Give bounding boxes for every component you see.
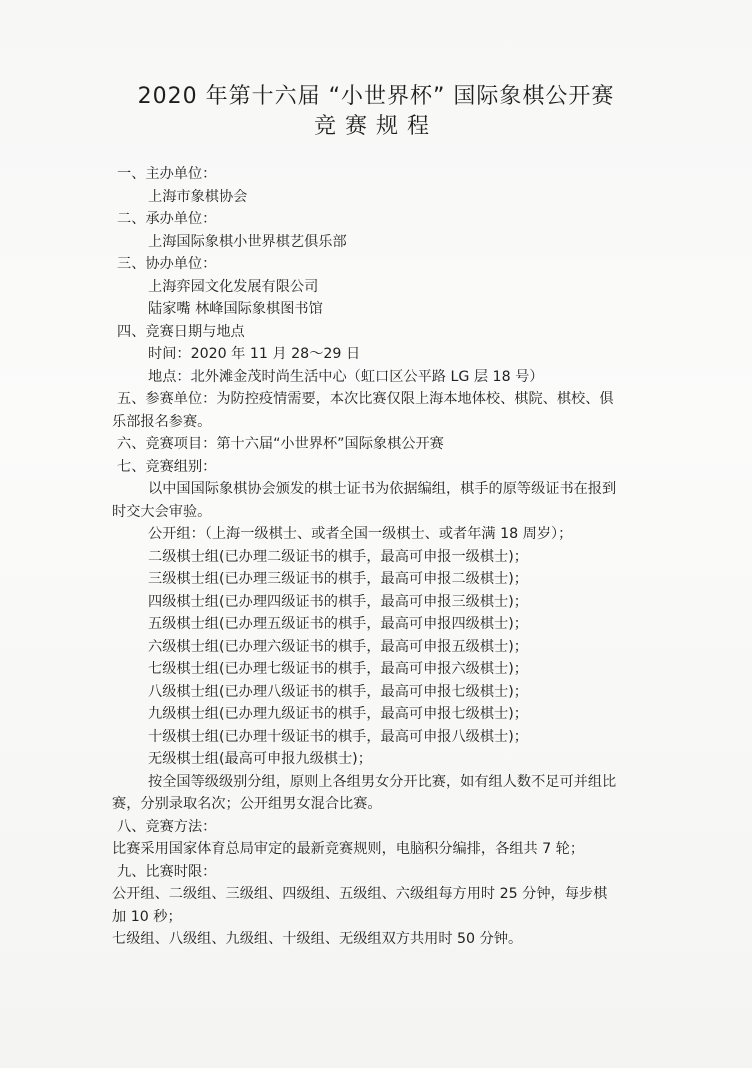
- groups-note-line1: 按全国等级级别分组，原则上各组男女分开比赛，如有组人数不足可并组比: [148, 773, 617, 790]
- section-event: 六、竞赛项目：第十六届“小世界杯”国际象棋公开赛: [117, 436, 444, 452]
- group-level-10: 十级棋士组(已办理十级证书的棋手，最高可申报八级棋士)；: [148, 728, 528, 745]
- group-level-6: 六级棋士组(已办理六级证书的棋手，最高可申报五级棋士)；: [148, 638, 528, 655]
- group-level-9: 九级棋士组(已办理九级证书的棋手，最高可申报七级棋士)；: [148, 706, 528, 722]
- section-method-heading: 八、竞赛方法：: [117, 818, 217, 835]
- section-co-organizer-heading: 三、协办单位：: [117, 256, 217, 272]
- section-organizer-heading: 一、主办单位：: [117, 166, 217, 182]
- event-venue: 地点：北外滩金茂时尚生活中心（虹口区公平路 LG 层 18 号）: [148, 368, 544, 385]
- time-control-line3: 七级组、八级组、九级组、十级组、无级组双方共用时 50 分钟。: [112, 931, 523, 947]
- group-level-7: 七级棋士组(已办理七级证书的棋手，最高可申报六级棋士)；: [148, 661, 528, 677]
- document-title: 2020 年第十六届 “小世界杯” 国际象棋公开赛: [137, 84, 615, 109]
- method-body: 比赛采用国家体育总局审定的最新竞赛规则，电脑积分编排，各组共 7 轮；: [112, 841, 585, 857]
- co-organizer-2: 陆家嘴 林峰国际象棋图书馆: [148, 301, 323, 317]
- section-groups-heading: 七、竞赛组别：: [117, 458, 217, 475]
- group-no-level: 无级棋士组(最高可申报九级棋士)；: [148, 751, 372, 767]
- groups-intro-line1: 以中国国际象棋协会颁发的棋士证书为依据编组，棋手的原等级证书在报到: [148, 481, 617, 497]
- time-control-line2: 加 10 秒；: [112, 908, 182, 925]
- document-subtitle: 竞赛规程: [313, 114, 438, 139]
- time-control-line1: 公开组、二级组、三级组、四级组、五级组、六级组每方用时 25 分钟，每步棋: [112, 886, 608, 902]
- group-level-3: 三级棋士组(已办理三级证书的棋手，最高可申报二级棋士)；: [148, 571, 528, 587]
- section-date-venue-heading: 四、竞赛日期与地点: [117, 323, 245, 340]
- group-level-2: 二级棋士组(已办理二级证书的棋手，最高可申报一级棋士)；: [148, 548, 528, 565]
- co-organizer-1: 上海弈园文化发展有限公司: [148, 278, 319, 295]
- section-time-control-heading: 九、比赛时限：: [117, 863, 217, 880]
- section-participants-line1: 五、参赛单位：为防控疫情需要，本次比赛仅限上海本地体校、棋院、棋校、俱: [117, 391, 614, 407]
- document-body: [112, 163, 702, 951]
- group-level-8: 八级棋士组(已办理八级证书的棋手，最高可申报七级棋士)；: [148, 683, 528, 700]
- organizer-name: 上海市象棋协会: [148, 188, 248, 205]
- host-name: 上海国际象棋小世界棋艺俱乐部: [148, 233, 347, 250]
- event-time: 时间：2020 年 11 月 28～29 日: [148, 346, 361, 362]
- groups-note-line2: 赛，分别录取名次；公开组男女混合比赛。: [112, 796, 382, 812]
- groups-intro-line2: 时交大会审验。: [112, 503, 212, 520]
- group-open: 公开组：（上海一级棋士、或者全国一级棋士、或者年满 18 周岁）；: [148, 526, 573, 542]
- section-participants-line2: 乐部报名参赛。: [112, 413, 212, 430]
- group-level-4: 四级棋士组(已办理四级证书的棋手，最高可申报三级棋士)；: [148, 593, 528, 610]
- title-block: [0, 82, 752, 142]
- section-host-heading: 二、承办单位：: [117, 211, 217, 227]
- group-level-5: 五级棋士组(已办理五级证书的棋手，最高可申报四级棋士)；: [148, 616, 528, 632]
